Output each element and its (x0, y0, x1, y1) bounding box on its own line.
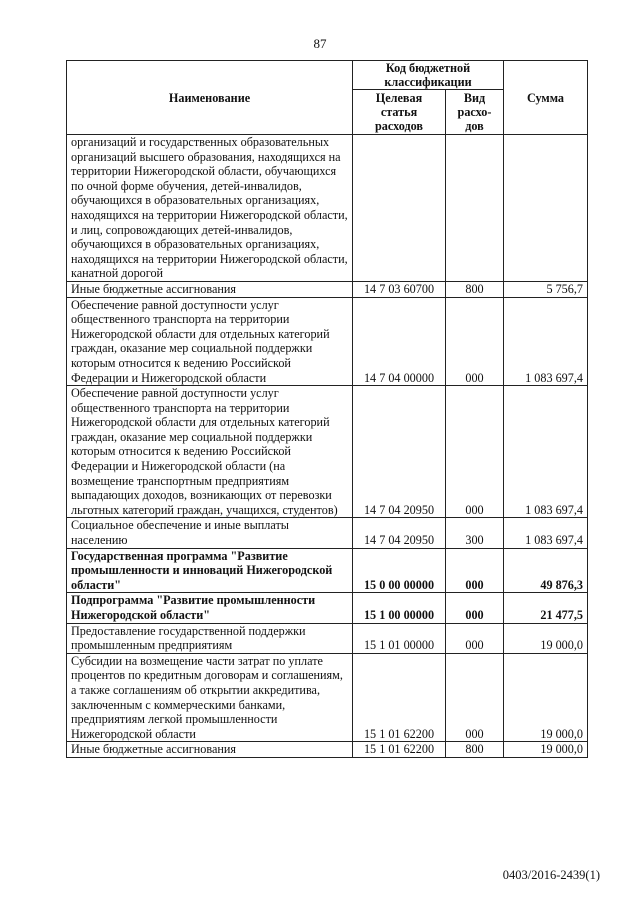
row-code (353, 135, 446, 282)
row-name: Государственная программа "Развитие промышленности и инноваций Нижегородской области" (67, 548, 353, 593)
row-sum: 19 000,0 (504, 742, 588, 758)
row-vid: 300 (446, 518, 504, 548)
table-row (67, 518, 588, 548)
row-sum (504, 135, 588, 282)
table-body (67, 135, 588, 758)
header-name: Наименование (67, 61, 353, 135)
row-sum: 21 477,5 (504, 593, 588, 623)
table-row (67, 593, 588, 623)
row-vid: 000 (446, 593, 504, 623)
row-vid: 000 (446, 623, 504, 653)
page-number: 87 (313, 36, 327, 51)
row-sum: 1 083 697,4 (504, 518, 588, 548)
row-name: Предоставление государственной поддержки промышленным предприятиям (67, 623, 353, 653)
table-row (67, 386, 588, 518)
row-name: Субсидии на возмещение части затрат по уплате процентов по кредитным договорам и соглашениям, а также соглашениям об открытии аккредитива, заключенным с коммерческими банками, предприятиям легкой промышленности Нижегородской области (67, 653, 353, 742)
row-code: 15 1 01 62200 (353, 653, 446, 742)
row-vid: 000 (446, 386, 504, 518)
row-name: Обеспечение равной доступности услуг общественного транспорта на территории Нижегородской области для отдельных категорий граждан, оказание мер социальной поддержки которым относится к ведению Российской Федерации и Нижегородской области (на возмещение транспортным предприятиям выпадающих доходов, возникающих от перевозки льготных категорий граждан, учащихся, студентов) (67, 386, 353, 518)
row-code: 15 1 01 00000 (353, 623, 446, 653)
table-row (67, 623, 588, 653)
table-row (67, 135, 588, 282)
row-vid: 000 (446, 548, 504, 593)
row-vid (446, 135, 504, 282)
row-sum: 1 083 697,4 (504, 386, 588, 518)
table-row (67, 653, 588, 742)
row-code: 15 1 00 00000 (353, 593, 446, 623)
document-code: 0403/2016-2439(1) (502, 868, 600, 882)
row-sum: 1 083 697,4 (504, 297, 588, 386)
header-code: Целевая статья расходов (353, 90, 446, 135)
row-vid: 000 (446, 653, 504, 742)
row-code: 14 7 04 20950 (353, 386, 446, 518)
row-name: Подпрограмма "Развитие промышленности Нижегородской области" (67, 593, 353, 623)
row-code: 14 7 04 00000 (353, 297, 446, 386)
row-code: 15 1 01 62200 (353, 742, 446, 758)
row-name: Иные бюджетные ассигнования (67, 281, 353, 297)
row-code: 14 7 04 20950 (353, 518, 446, 548)
row-name: организаций и государственных образовательных организаций высшего образования, находящихся на территории Нижегородской области, обучающихся по очной форме обучения, детей-инвалидов, обучающихся в образовательных организациях, находящихся на территории Нижегородской области, и лиц, сопровождающих детей-инвалидов, обучающихся в образовательных организациях, находящихся на территории Нижегородской области, канатной дорогой (67, 135, 353, 282)
table-row (67, 548, 588, 593)
row-sum: 19 000,0 (504, 623, 588, 653)
table-row (67, 742, 588, 758)
header-classification: Код бюджетной классификации (353, 61, 504, 90)
header-vid: Вид расхо-дов (446, 90, 504, 135)
row-vid: 800 (446, 281, 504, 297)
row-vid: 800 (446, 742, 504, 758)
table-row (67, 281, 588, 297)
header-sum: Сумма (504, 61, 588, 135)
table-row (67, 297, 588, 386)
budget-table (66, 60, 588, 758)
row-sum: 5 756,7 (504, 281, 588, 297)
row-vid: 000 (446, 297, 504, 386)
row-sum: 19 000,0 (504, 653, 588, 742)
row-code: 15 0 00 00000 (353, 548, 446, 593)
row-code: 14 7 03 60700 (353, 281, 446, 297)
row-name: Обеспечение равной доступности услуг общественного транспорта на территории Нижегородской области для отдельных категорий граждан, оказание мер социальной поддержки которым относится к ведению Российской Федерации и Нижегородской области (67, 297, 353, 386)
row-sum: 49 876,3 (504, 548, 588, 593)
row-name: Иные бюджетные ассигнования (67, 742, 353, 758)
row-name: Социальное обеспечение и иные выплаты населению (67, 518, 353, 548)
table-header (67, 61, 588, 135)
